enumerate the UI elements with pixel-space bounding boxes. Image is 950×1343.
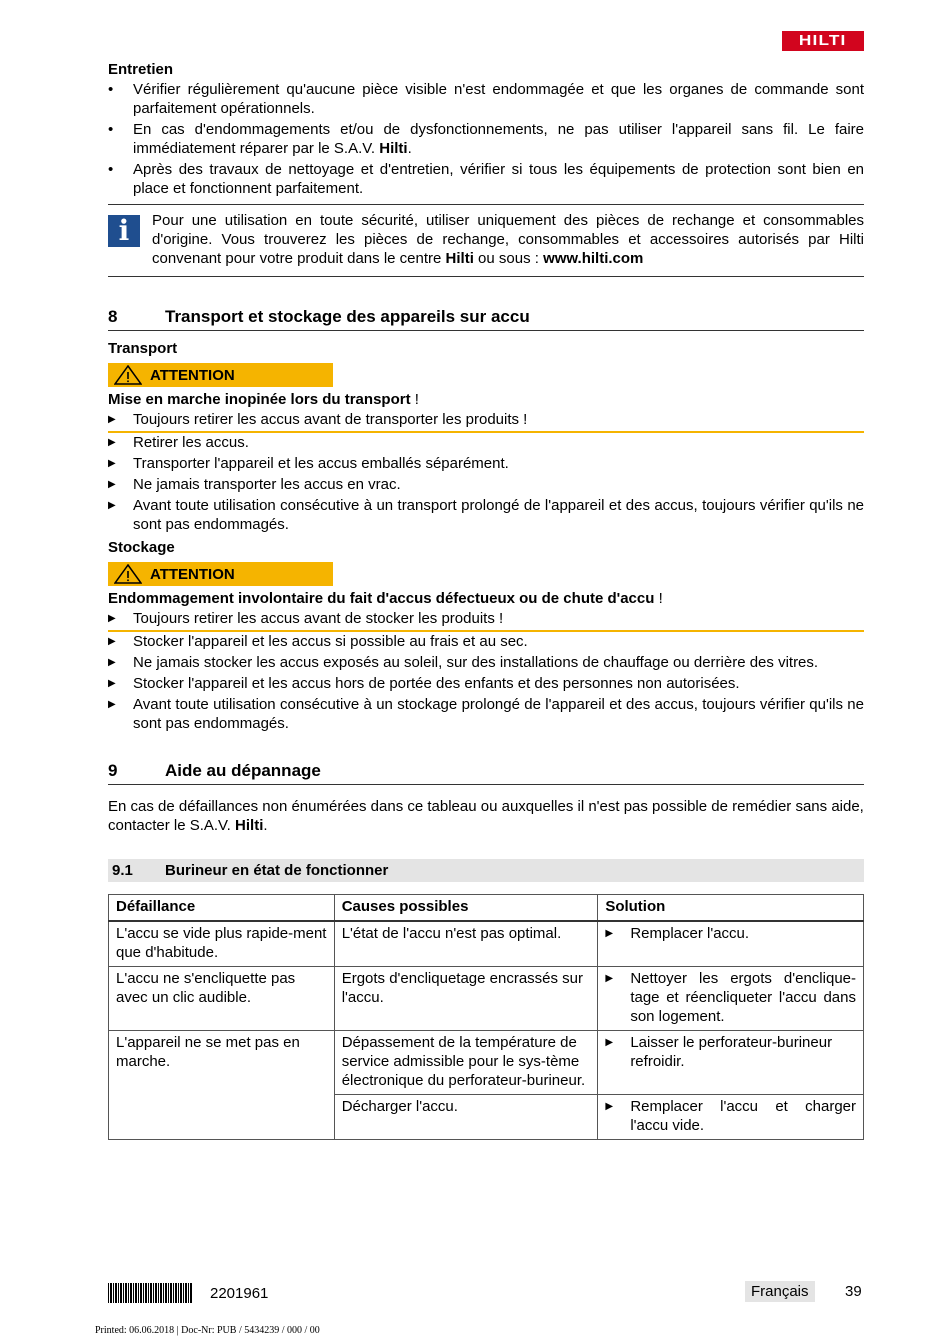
arrow-bullet-icon: ▶ [108, 458, 116, 469]
arrow-bullet-icon: ▶ [605, 1101, 614, 1112]
defaillance-cell: L'accu se vide plus rapide-ment que d'habitude. [109, 921, 335, 967]
attention-banner: ATTENTION [108, 562, 333, 586]
arrow-bullet-icon: ▶ [605, 1037, 614, 1048]
arrow-bullet-icon: ▶ [108, 479, 116, 490]
arrow-bullet-icon: ▶ [108, 678, 116, 689]
list-item: ▶ Transporter l'appareil et les accus emballés séparément. [108, 455, 509, 472]
bullet-icon [108, 120, 124, 139]
barcode-icon [108, 1283, 192, 1303]
page-number: 39 [845, 1283, 862, 1300]
list-item: ▶ Retirer les accus. [108, 434, 249, 451]
list-item: ▶ Toujours retirer les accus avant de stocker les produits ! [108, 610, 504, 627]
list-item: ▶ Avant toute utilisation consécutive à un transport prolongé de l'appareil et des accus, toujours vérifier qu'ils ne sont pas endommagés. [108, 497, 864, 533]
defaillance-cell: L'accu ne s'encliquette pas avec un clic audible. [109, 967, 335, 1031]
solution-cell: ▶ Laisser le perforateur-burineur refroidir. [598, 1031, 864, 1095]
solution-cell: ▶ Nettoyer les ergots d'enclique-tage et réencliqueter l'accu dans son logement. [598, 967, 864, 1031]
subsection-9-1-heading: 9.1 Burineur en état de fonctionner [108, 859, 864, 882]
solution-cell: ▶ Remplacer l'accu. [598, 921, 864, 967]
info-icon: i [108, 215, 140, 247]
attention-banner: ATTENTION [108, 363, 333, 387]
arrow-bullet-icon: ▶ [108, 657, 116, 668]
hilti-logo: HILTI [782, 31, 864, 51]
warning-triangle-icon [114, 564, 142, 584]
list-item: ▶ Stocker l'appareil et les accus si possible au frais et au sec. [108, 633, 528, 650]
list-item: • Après des travaux de nettoyage et d'entretien, vérifier si tous les équipements de protection sont bien en place et fonctionnent parfaitement. [108, 160, 864, 198]
list-item: ▶ Toujours retirer les accus avant de transporter les produits ! [108, 411, 528, 428]
solution-cell: ▶ Remplacer l'accu et charger l'accu vide. [598, 1095, 864, 1140]
entretien-list [108, 80, 864, 198]
arrow-bullet-icon: ▶ [108, 500, 116, 511]
print-info: Printed: 06.06.2018 | Doc-Nr: PUB / 5434239 / 000 / 00 [95, 1325, 320, 1336]
arrow-bullet-icon: ▶ [108, 437, 116, 448]
column-header: Solution [598, 895, 864, 922]
bullet-icon [108, 80, 124, 99]
info-text: Pour une utilisation en toute sécurité, utiliser uniquement des pièces de rechange et consommables d'origine. Vous trouverez les pièces de rechange, consommables et accessoires autorisés par Hilti convenant pour votre produit dans le centre Hilti ou sous : www.hilti.com [152, 212, 864, 267]
bullet-icon [108, 160, 124, 179]
cause-cell: L'état de l'accu n'est pas optimal. [334, 921, 598, 967]
footer [108, 1283, 268, 1303]
cause-cell: Ergots d'encliquetage encrassés sur l'accu. [334, 967, 598, 1031]
arrow-bullet-icon: ▶ [108, 699, 116, 710]
table-row [109, 921, 864, 967]
arrow-bullet-icon: ▶ [108, 414, 116, 425]
page-content [108, 60, 864, 1140]
arrow-bullet-icon: ▶ [108, 613, 116, 624]
hazard-text: Mise en marche inopinée lors du transport ! [108, 391, 419, 408]
column-header: Défaillance [109, 895, 335, 922]
list-item: ▶ Stocker l'appareil et les accus hors de portée des enfants et des personnes non autorisées. [108, 675, 740, 692]
entretien-heading: Entretien [108, 61, 174, 78]
table-row [109, 967, 864, 1031]
list-item: • En cas d'endommagements et/ou de dysfonctionnements, ne pas utiliser l'appareil sans fil. Le faire immédiatement réparer par le S.A.V. Hilti. [108, 120, 864, 158]
hazard-text: Endommagement involontaire du fait d'accus défectueux ou de chute d'accu ! [108, 590, 663, 607]
section-9-intro: En cas de défaillances non énumérées dans ce tableau ou auxquelles il n'est pas possible de remédier sans aide, contacter le S.A.V. Hilti. [108, 798, 864, 834]
warning-triangle-icon [114, 365, 142, 385]
doc-number: 2201961 [210, 1284, 269, 1302]
arrow-bullet-icon: ▶ [605, 928, 614, 939]
column-header: Causes possibles [334, 895, 598, 922]
list-item: ▶ Ne jamais transporter les accus en vrac. [108, 476, 401, 493]
list-item: ▶ Ne jamais stocker les accus exposés au soleil, sur des installations de chauffage ou derrière des vitres. [108, 654, 819, 671]
attention-instruction [108, 609, 864, 632]
transport-list [108, 433, 864, 534]
language-label: Français [745, 1281, 815, 1302]
defaillance-cell: L'appareil ne se met pas en marche. [109, 1031, 335, 1140]
section-9-heading: 9 Aide au dépannage [108, 761, 864, 785]
arrow-bullet-icon: ▶ [108, 636, 116, 647]
table-row [109, 1031, 864, 1095]
cause-cell: Dépassement de la température de service admissible pour le sys-tème électronique du perforateur-burineur. [334, 1031, 598, 1095]
section-8-heading: 8 Transport et stockage des appareils sur accu [108, 307, 864, 331]
table-header-row [109, 895, 864, 922]
attention-instruction [108, 410, 864, 433]
stockage-list [108, 632, 864, 733]
troubleshooting-table [108, 894, 864, 1140]
transport-heading: Transport [108, 340, 178, 357]
arrow-bullet-icon: ▶ [605, 973, 614, 984]
list-item: ▶ Avant toute utilisation consécutive à un stockage prolongé de l'appareil et des accus, toujours vérifier qu'ils ne sont pas endommagés. [108, 696, 864, 732]
list-item: • Vérifier régulièrement qu'aucune pièce visible n'est endommagée et que les organes de commande sont parfaitement opérationnels. [108, 80, 864, 118]
info-note [108, 204, 864, 277]
stockage-heading: Stockage [108, 539, 175, 556]
cause-cell: Décharger l'accu. [334, 1095, 598, 1140]
